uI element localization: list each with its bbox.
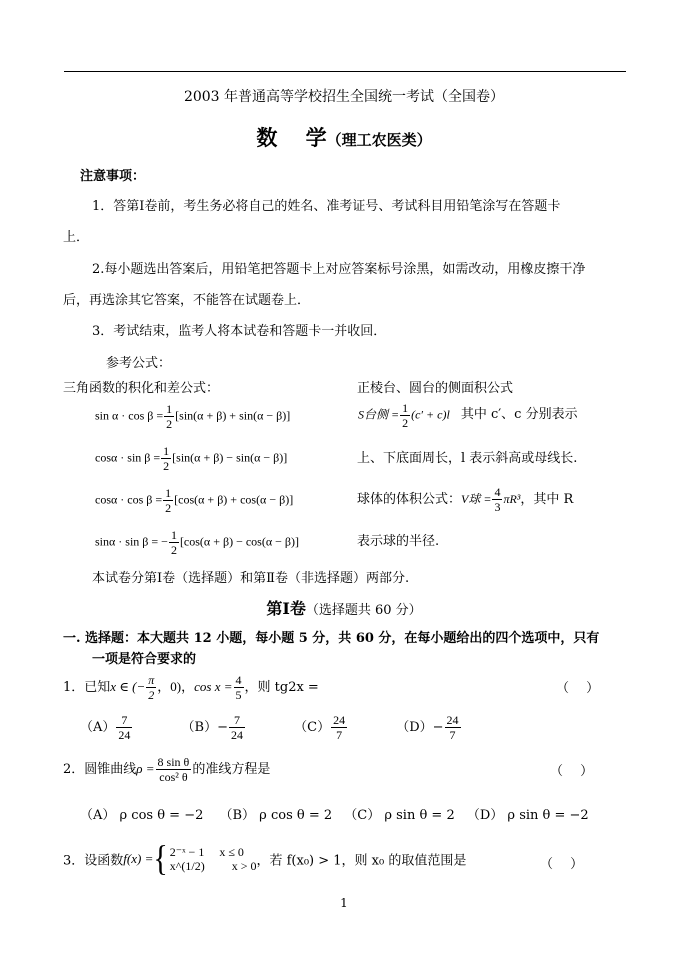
section1-line1: 一. 选择题：本大题共 12 小题，每小题 5 分，共 60 分，在每小题给出的四个选项中，只有 xyxy=(63,631,600,646)
frustum-note: 上、下底面周长，l 表示斜高或母线长. xyxy=(357,451,578,466)
exam-title: 2003 年普通高等学校招生全国统一考试（全国卷） xyxy=(183,89,505,105)
frustum-heading: 正棱台、圆台的侧面积公式 xyxy=(357,381,514,396)
subject-note: （理工农医类） xyxy=(326,131,432,149)
formula-3: cosα · cos β = $\frac{1}{2}$ [cos(α + β) + cos(α − β)] xyxy=(95,486,294,515)
question-1: 1．已知x ∈ (− $\frac{\pi}{2}$ ，0)，cos x = $\frac{4}{5}$ ，则 tg2x = xyxy=(63,673,319,702)
note-item-1b: 上． xyxy=(63,230,90,245)
header-rule xyxy=(64,71,626,72)
subject-heading xyxy=(0,122,688,152)
formulas-heading: 参考公式： xyxy=(106,356,172,371)
q3-answer-paren: （ ） xyxy=(540,857,584,872)
intro-text: 本试卷分第Ⅰ卷（选择题）和第Ⅱ卷（非选择题）两部分. xyxy=(92,571,410,586)
q3-case-2: x^(1/2) x > 0 xyxy=(169,859,257,873)
notes-heading: 注意事项： xyxy=(80,169,146,184)
q1-option-b: （B）− $\frac{7}{24}$ xyxy=(181,713,243,742)
formula-1: sin α · cos β = $\frac{1}{2}$ [sin(α + β) + sin(α − β)] xyxy=(95,402,291,431)
subject-name: 数 学 xyxy=(256,125,327,150)
note-item-2a: 2.每小题选出答案后，用铅笔把答题卡上对应答案标号涂黑，如需改动，用橡皮擦干净 xyxy=(92,262,586,277)
question-3: 3．设函数f(x) ={ 2⁻ˣ − 1 x ≤ 0 x^(1/2) x > 0 ，若 f(x₀) > 1，则 x₀ 的取值范围是 xyxy=(63,838,467,879)
question-2: 2．圆锥曲线ρ = $\frac{\text{8 sin θ}}{\text{cos² θ}}$ 的准线方程是 xyxy=(63,755,271,784)
trig-formulas-heading: 三角函数的积化和差公式： xyxy=(63,381,220,396)
section1-line2: 一项是符合要求的 xyxy=(92,652,197,667)
q1-option-a: （A） $\frac{7}{24}$ xyxy=(80,713,131,742)
formula-2: cosα · sin β = $\frac{1}{2}$ [sin(α + β) − sin(α − β)] xyxy=(95,444,288,473)
q2-option-d: （D） ρ sin θ = −2 xyxy=(466,808,589,823)
note-item-1a: 1．答第Ⅰ卷前，考生务必将自己的姓名、准考证号、考试科目用铅笔涂写在答题卡 xyxy=(92,199,561,214)
q2-option-c: （C） ρ sin θ = 2 xyxy=(344,808,455,823)
q2-option-b: （B） ρ cos θ = 2 xyxy=(219,808,333,823)
frustum-formula: S台侧 = $\frac{1}{2}$ (c′ + c)l 其中 c′、c 分别表示 xyxy=(358,401,578,430)
q1-option-d: （D）− $\frac{24}{7}$ xyxy=(396,713,459,742)
part1-heading: 第Ⅰ卷（选择题共 60 分） xyxy=(266,599,422,618)
q1-answer-paren: （ ） xyxy=(556,681,600,696)
note-item-3: 3．考试结束，监考人将本试卷和答题卡一并收回． xyxy=(92,324,387,339)
q1-options xyxy=(80,714,462,741)
q2-answer-paren: （ ） xyxy=(550,764,594,779)
q1-option-c: （C） $\frac{24}{7}$ xyxy=(294,713,346,742)
q2-options xyxy=(80,804,589,823)
q2-option-a: （A） ρ cos θ = −2 xyxy=(80,808,204,823)
page-number: 1 xyxy=(340,896,348,910)
note-item-2b: 后，再选涂其它答案，不能答在试题卷上． xyxy=(63,293,311,308)
formula-4: sinα · sin β = − $\frac{1}{2}$ [cos(α + β) − cos(α − β)] xyxy=(95,528,299,557)
sphere-formula: 球体的体积公式：V球 = $\frac{4}{3}$ πR³，其中 R xyxy=(357,485,574,514)
sphere-note: 表示球的半径. xyxy=(357,534,440,549)
q3-case-1: 2⁻ˣ − 1 x ≤ 0 xyxy=(169,845,244,859)
